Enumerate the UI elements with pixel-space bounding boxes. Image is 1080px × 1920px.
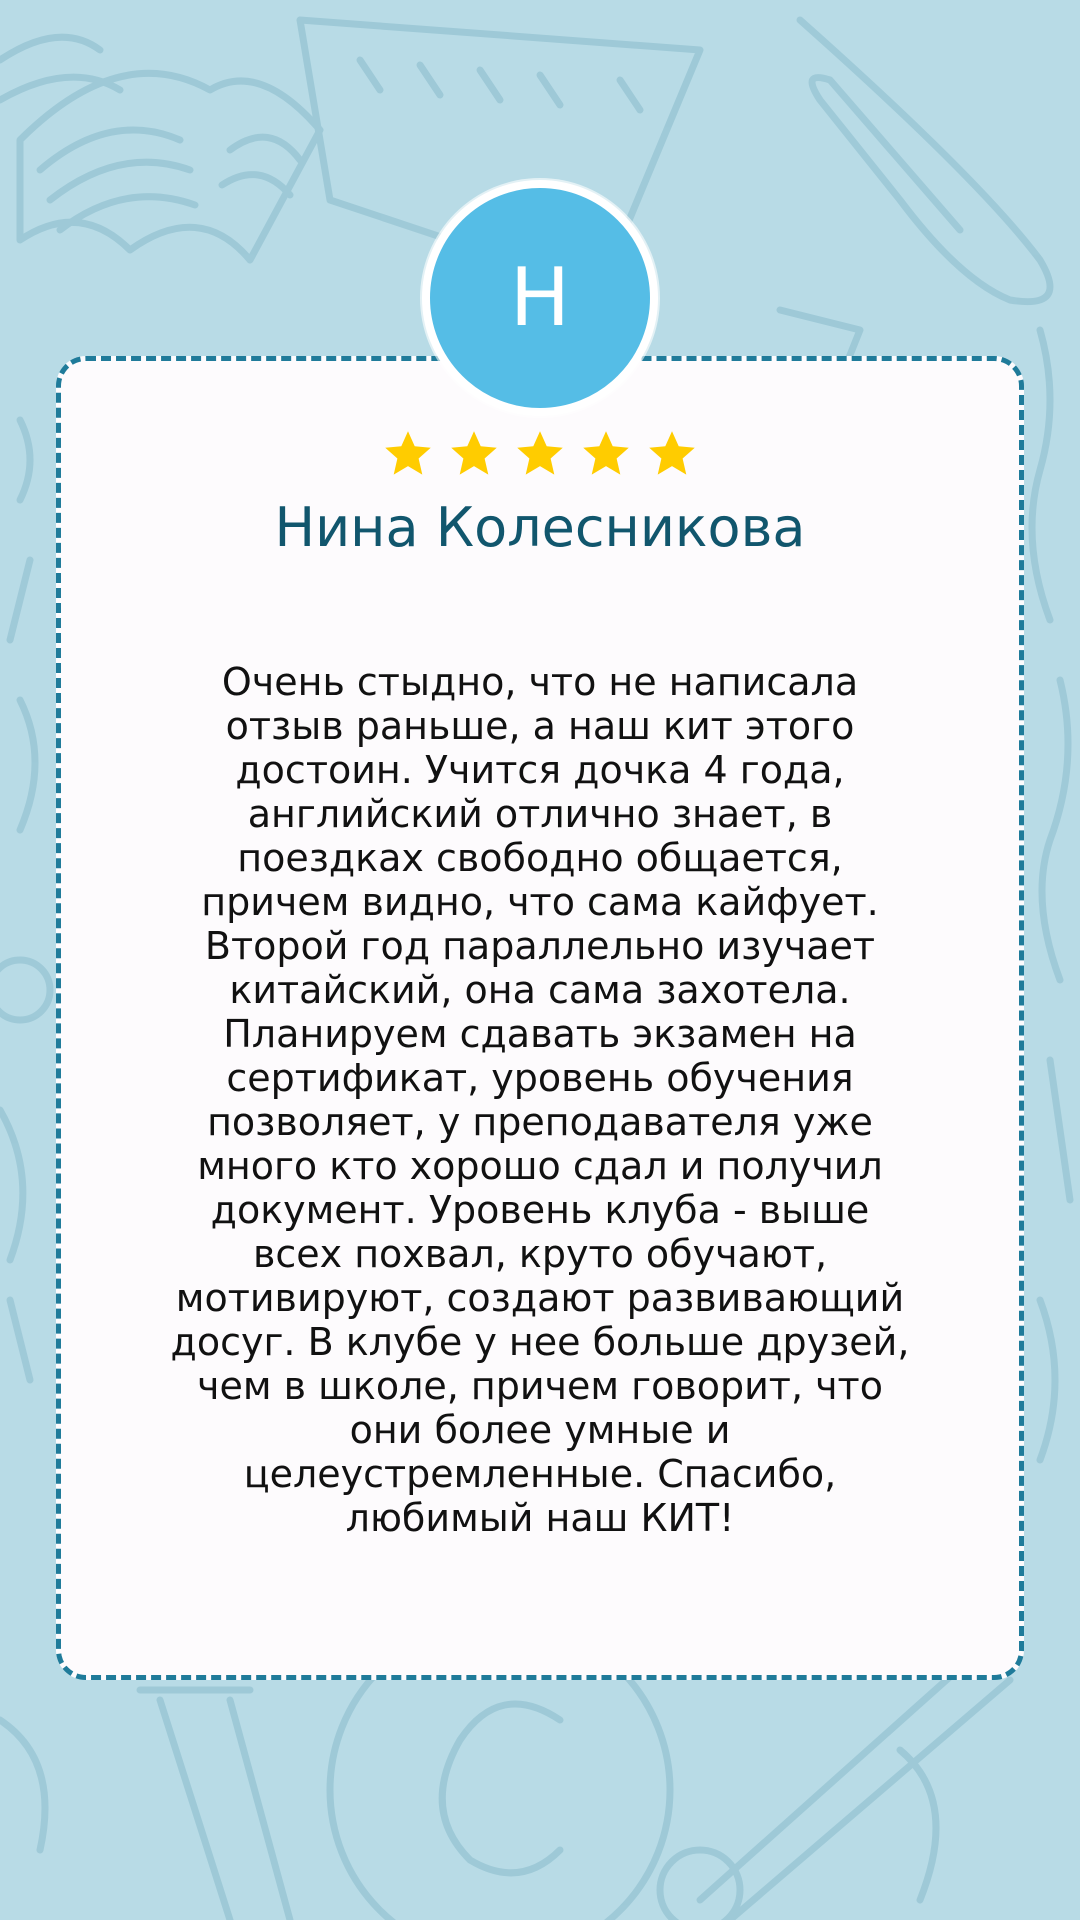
- pencil-icon: [140, 1690, 290, 1920]
- review-text: Очень стыдно, что не написала отзыв раньше, а наш кит этого достоин. Учится дочка 4 года, английский отлично знает, в поездках свободно общается, причем видно, что сама кайфует. Второй год параллельно изучает китайский, она сама захотела. Планируем сдавать экзамен на сертификат, уровень обучения позволяет, у преподавателя уже много кто хорошо сдал и получил документ. Уровень клуба - выше всех похвал, круто обучают, мотивируют, создают развивающий досуг. В клубе у нее больше друзей, чем в школе, причем говорит, что они более умные и целеустремленные. Спасибо, любимый наш КИТ!: [170, 660, 910, 1540]
- avatar-initial: Н: [509, 251, 571, 344]
- star-icon: [448, 428, 500, 480]
- paperclip-icon: [800, 20, 1050, 302]
- star-icon: [646, 428, 698, 480]
- open-book-icon: [0, 37, 320, 260]
- star-icon: [514, 428, 566, 480]
- reviewer-name: Нина Колесникова: [274, 496, 806, 559]
- star-icon: [382, 428, 434, 480]
- avatar: [422, 180, 658, 416]
- brush-icon: [660, 1650, 1010, 1920]
- star-rating: [0, 428, 1080, 480]
- star-icon: [580, 428, 632, 480]
